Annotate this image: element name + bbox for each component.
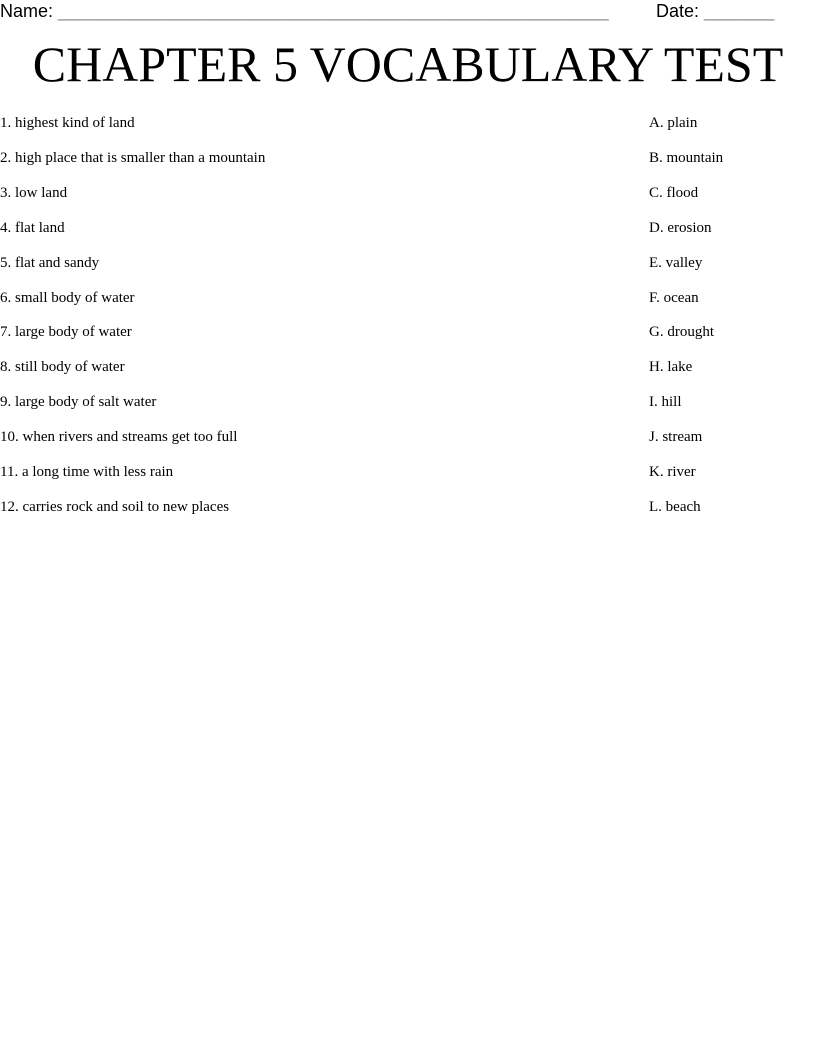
date-blank: _______: [704, 1, 775, 21]
question-text: 3. low land: [0, 184, 68, 201]
answer-option: G. drought: [649, 324, 714, 341]
answer-option: H. lake: [649, 359, 693, 376]
question-text: 10. when rivers and streams get too full: [0, 429, 238, 446]
question-row: [0, 253, 816, 273]
answer-option: K. river: [649, 464, 696, 480]
question-text: 12. carries rock and soil to new places: [0, 498, 230, 515]
question-row: [0, 183, 816, 203]
answer-option: E. valley: [649, 254, 703, 271]
date-label: Date:: [656, 1, 700, 21]
name-label: Name:: [0, 1, 54, 21]
question-text: 6. small body of water: [0, 289, 135, 306]
question-text: 9. large body of salt water: [0, 394, 157, 411]
answer-option: F. ocean: [649, 289, 699, 306]
question-row: [0, 288, 816, 308]
question-text: 5. flat and sandy: [0, 254, 100, 271]
question-row: [0, 427, 816, 447]
question-row: [0, 462, 816, 482]
question-row: [0, 113, 816, 133]
question-row: [0, 218, 816, 238]
answer-option: I. hill: [649, 394, 682, 411]
name-field: [0, 0, 609, 22]
question-text: 8. still body of water: [0, 359, 125, 376]
answer-option: D. erosion: [649, 219, 712, 236]
question-row: [0, 357, 816, 377]
question-row: [0, 322, 816, 342]
date-field: [656, 0, 774, 22]
answer-option: L. beach: [649, 498, 701, 515]
name-blank: _______________________________________________________: [58, 1, 609, 21]
question-row: [0, 497, 816, 517]
answer-option: J. stream: [649, 429, 703, 446]
question-text: 7. large body of water: [0, 324, 132, 341]
question-row: [0, 148, 816, 168]
question-row: [0, 392, 816, 412]
answer-option: C. flood: [649, 184, 699, 201]
page-title: CHAPTER 5 VOCABULARY TEST: [32, 36, 784, 92]
answer-option: A. plain: [649, 115, 698, 131]
answer-option: B. mountain: [649, 149, 724, 166]
question-text: 11. a long time with less rain: [0, 464, 174, 480]
question-text: 2. high place that is smaller than a mountain: [0, 149, 266, 166]
question-text: 1. highest kind of land: [0, 115, 135, 131]
question-text: 4. flat land: [0, 219, 65, 236]
